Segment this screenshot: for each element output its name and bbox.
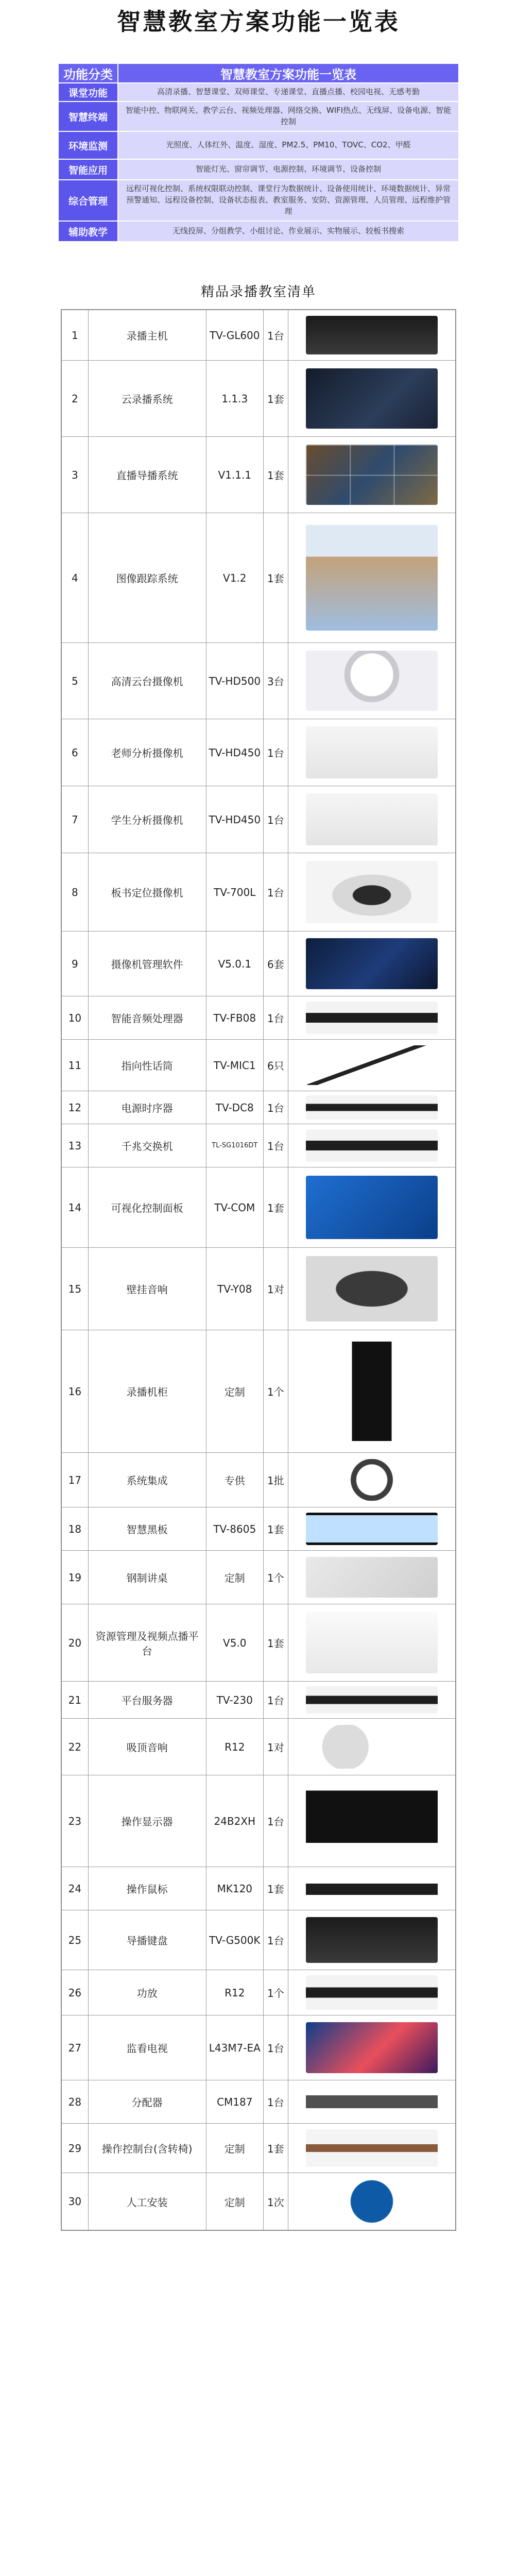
- equipment-image-cell: [288, 1167, 455, 1247]
- equipment-model: V5.0.1: [206, 931, 264, 996]
- equipment-row: [62, 2124, 455, 2173]
- equipment-row: [62, 1507, 455, 1551]
- row-number: 15: [62, 1248, 89, 1330]
- equipment-quantity: 1套: [264, 2124, 288, 2173]
- equipment-model: 专供: [206, 1453, 264, 1507]
- equipment-row: [62, 1124, 455, 1167]
- resource-platform-image: [306, 1612, 438, 1673]
- header-category: 功能分类: [58, 63, 118, 83]
- box-camera-image: [306, 726, 438, 779]
- equipment-model: 定制: [206, 2124, 264, 2173]
- equipment-model: 定制: [206, 1551, 264, 1604]
- gigabit-switch-image: [306, 1129, 438, 1162]
- header-description: 智慧教室方案功能一览表: [118, 63, 459, 83]
- equipment-model: MK120: [206, 1867, 264, 1910]
- keyboard-mouse-image: [306, 1872, 438, 1905]
- equipment-model: TV-8605: [206, 1507, 264, 1550]
- equipment-image-cell: [288, 1910, 455, 1970]
- equipment-quantity: 1台: [264, 1910, 288, 1970]
- row-number: 13: [62, 1124, 89, 1167]
- equipment-model: 24B2XH: [206, 1775, 264, 1867]
- equipment-name: 智慧黑板: [89, 1507, 206, 1550]
- function-table-section: [58, 63, 459, 242]
- equipment-quantity: 1台: [264, 2015, 288, 2080]
- equipment-model: TV-Y08: [206, 1248, 264, 1330]
- equipment-model: 1.1.3: [206, 361, 264, 436]
- equipment-quantity: 1套: [264, 1604, 288, 1681]
- row-number: 26: [62, 1970, 89, 2015]
- function-category: 综合管理: [58, 180, 118, 221]
- equipment-quantity: 1个: [264, 1970, 288, 2015]
- equipment-name: 操作显示器: [89, 1775, 206, 1867]
- equipment-quantity: 1次: [264, 2173, 288, 2230]
- audio-processor-image: [306, 1002, 438, 1034]
- equipment-model: R12: [206, 1970, 264, 2015]
- function-row: [58, 159, 459, 180]
- function-table-header: [58, 63, 459, 83]
- console-desk-image: [306, 2129, 438, 2167]
- equipment-name: 高清云台摄像机: [89, 643, 206, 719]
- function-category: 环境监测: [58, 131, 118, 159]
- row-number: 18: [62, 1507, 89, 1550]
- equipment-image-cell: [288, 1682, 455, 1718]
- camera-management-software-image: [306, 938, 438, 989]
- equipment-name: 钢制讲桌: [89, 1551, 206, 1604]
- equipment-image-cell: [288, 1453, 455, 1507]
- function-row: [58, 101, 459, 131]
- equipment-quantity: 1套: [264, 1167, 288, 1247]
- equipment-quantity: 1台: [264, 786, 288, 853]
- row-number: 16: [62, 1330, 89, 1452]
- recording-host-image: [306, 316, 438, 354]
- function-description: 智能灯光、窗帘调节、电源控制、环境调节、设备控制: [118, 159, 459, 180]
- equipment-name: 直播导播系统: [89, 437, 206, 513]
- equipment-quantity: 1台: [264, 719, 288, 786]
- equipment-image-cell: [288, 361, 455, 436]
- page-title: 智慧教室方案功能一览表: [117, 8, 400, 36]
- function-table: [58, 63, 459, 242]
- function-description: 光照度、人体红外、温度、湿度、PM2.5、PM10、TOVC、CO2、甲醛: [118, 131, 459, 159]
- equipment-row: [62, 1551, 455, 1604]
- equipment-image-cell: [288, 1507, 455, 1550]
- equipment-quantity: 6只: [264, 1040, 288, 1091]
- equipment-name: 功放: [89, 1970, 206, 2015]
- equipment-row: [62, 2015, 455, 2080]
- live-directing-software-image: [306, 445, 438, 505]
- splitter-image: [306, 2086, 438, 2118]
- smart-blackboard-image: [306, 1513, 438, 1545]
- installation-drawing-image: [306, 2179, 438, 2224]
- equipment-quantity: 6套: [264, 931, 288, 996]
- row-number: 28: [62, 2080, 89, 2123]
- equipment-image-cell: [288, 853, 455, 931]
- equipment-image-cell: [288, 1248, 455, 1330]
- equipment-name: 电源时序器: [89, 1091, 206, 1124]
- equipment-model: TV-HD450: [206, 719, 264, 786]
- equipment-name: 壁挂音响: [89, 1248, 206, 1330]
- function-row: [58, 83, 459, 101]
- power-sequencer-image: [306, 1095, 438, 1119]
- equipment-name: 指向性话筒: [89, 1040, 206, 1091]
- row-number: 19: [62, 1551, 89, 1604]
- equipment-name: 监看电视: [89, 2015, 206, 2080]
- equipment-name: 导播键盘: [89, 1910, 206, 1970]
- function-description: 智能中控、物联网关、教学云台、视频处理器、网络交换、WIFI热点、无线屏、设备电源、智能控制: [118, 101, 459, 131]
- equipment-image-cell: [288, 786, 455, 853]
- equipment-list-title: 精品录播教室清单: [200, 284, 316, 300]
- wall-speaker-image: [306, 1256, 438, 1321]
- equipment-name: 板书定位摄像机: [89, 853, 206, 931]
- equipment-image-cell: [288, 2173, 455, 2230]
- equipment-quantity: 1个: [264, 1330, 288, 1452]
- row-number: 7: [62, 786, 89, 853]
- equipment-model: TV-HD500: [206, 643, 264, 719]
- function-category: 课堂功能: [58, 83, 118, 101]
- equipment-image-cell: [288, 719, 455, 786]
- equipment-image-cell: [288, 1040, 455, 1091]
- function-row: [58, 221, 459, 242]
- equipment-model: TV-HD450: [206, 786, 264, 853]
- row-number: 9: [62, 931, 89, 996]
- equipment-model: TV-GL600: [206, 310, 264, 360]
- equipment-row: [62, 1330, 455, 1453]
- image-tracking-diagram-image: [306, 525, 438, 630]
- equipment-image-cell: [288, 1330, 455, 1452]
- equipment-name: 人工安装: [89, 2173, 206, 2230]
- equipment-quantity: 3台: [264, 643, 288, 719]
- equipment-quantity: 1个: [264, 1551, 288, 1604]
- equipment-name: 分配器: [89, 2080, 206, 2123]
- equipment-quantity: 1台: [264, 853, 288, 931]
- equipment-model: TL-SG1016DT: [206, 1124, 264, 1167]
- equipment-row: [62, 1167, 455, 1248]
- equipment-image-cell: [288, 2080, 455, 2123]
- row-number: 22: [62, 1719, 89, 1775]
- equipment-model: R12: [206, 1719, 264, 1775]
- equipment-model: TV-G500K: [206, 1910, 264, 1970]
- box-camera-image: [306, 793, 438, 846]
- equipment-image-cell: [288, 513, 455, 642]
- equipment-quantity: 1套: [264, 437, 288, 513]
- row-number: 10: [62, 996, 89, 1039]
- equipment-row: [62, 1040, 455, 1091]
- row-number: 3: [62, 437, 89, 513]
- equipment-model: L43M7-EA: [206, 2015, 264, 2080]
- row-number: 29: [62, 2124, 89, 2173]
- equipment-quantity: 1台: [264, 2080, 288, 2123]
- equipment-row: [62, 1970, 455, 2015]
- row-number: 21: [62, 1682, 89, 1718]
- directing-keyboard-image: [306, 1917, 438, 1963]
- equipment-quantity: 1台: [264, 1124, 288, 1167]
- equipment-name: 资源管理及视频点播平台: [89, 1604, 206, 1681]
- equipment-model: TV-FB08: [206, 996, 264, 1039]
- steel-lectern-image: [306, 1557, 438, 1598]
- function-category: 智慧终端: [58, 101, 118, 131]
- row-number: 12: [62, 1091, 89, 1124]
- equipment-row: [62, 996, 455, 1040]
- equipment-row: [62, 437, 455, 513]
- function-row: [58, 131, 459, 159]
- equipment-table: [61, 309, 456, 2231]
- function-description: 远程可视化控制、系统权限联动控制、课堂行为数据统计、设备使用统计、环境数据统计、异常预警通知、远程设备控制、设备状态报表、教室服务、安防、资源管理、人员管理、远程维护管理: [118, 180, 459, 221]
- equipment-image-cell: [288, 643, 455, 719]
- equipment-image-cell: [288, 1604, 455, 1681]
- equipment-quantity: 1台: [264, 310, 288, 360]
- row-number: 4: [62, 513, 89, 642]
- row-number: 1: [62, 310, 89, 360]
- cable-image: [306, 1459, 438, 1501]
- row-number: 8: [62, 853, 89, 931]
- equipment-model: V1.2: [206, 513, 264, 642]
- equipment-quantity: 1套: [264, 1867, 288, 1910]
- function-category: 辅助教学: [58, 221, 118, 242]
- row-number: 17: [62, 1453, 89, 1507]
- equipment-name: 平台服务器: [89, 1682, 206, 1718]
- ceiling-speaker-image: [306, 1725, 438, 1769]
- monitoring-tv-image: [306, 2022, 438, 2073]
- equipment-quantity: 1台: [264, 1682, 288, 1718]
- ptz-camera-image: [306, 651, 438, 711]
- equipment-row: [62, 1248, 455, 1330]
- equipment-name: 千兆交换机: [89, 1124, 206, 1167]
- equipment-image-cell: [288, 996, 455, 1039]
- equipment-name: 可视化控制面板: [89, 1167, 206, 1247]
- function-description: 高清录播、智慧课堂、双师课堂、专递课堂、直播点播、校园电视、无感考勤: [118, 83, 459, 101]
- row-number: 27: [62, 2015, 89, 2080]
- directional-microphone-image: [306, 1045, 438, 1084]
- equipment-name: 老师分析摄像机: [89, 719, 206, 786]
- row-number: 30: [62, 2173, 89, 2230]
- equipment-image-cell: [288, 931, 455, 996]
- row-number: 2: [62, 361, 89, 436]
- equipment-image-cell: [288, 1551, 455, 1604]
- equipment-row: [62, 931, 455, 996]
- equipment-row: [62, 643, 455, 719]
- monitor-image: [306, 1785, 438, 1858]
- equipment-name: 智能音频处理器: [89, 996, 206, 1039]
- equipment-image-cell: [288, 1719, 455, 1775]
- equipment-row: [62, 1910, 455, 1970]
- equipment-name: 系统集成: [89, 1453, 206, 1507]
- function-category: 智能应用: [58, 159, 118, 180]
- equipment-row: [62, 1719, 455, 1775]
- equipment-row: [62, 1453, 455, 1507]
- equipment-row: [62, 1775, 455, 1867]
- equipment-row: [62, 2080, 455, 2124]
- equipment-row: [62, 853, 455, 931]
- equipment-row: [62, 786, 455, 853]
- equipment-quantity: 1套: [264, 361, 288, 436]
- equipment-name: 操作鼠标: [89, 1867, 206, 1910]
- row-number: 24: [62, 1867, 89, 1910]
- row-number: 11: [62, 1040, 89, 1091]
- equipment-quantity: 1对: [264, 1248, 288, 1330]
- equipment-image-cell: [288, 2124, 455, 2173]
- equipment-model: V1.1.1: [206, 437, 264, 513]
- equipment-model: TV-COM: [206, 1167, 264, 1247]
- equipment-model: TV-DC8: [206, 1091, 264, 1124]
- equipment-model: 定制: [206, 2173, 264, 2230]
- equipment-model: V5.0: [206, 1604, 264, 1681]
- equipment-image-cell: [288, 1970, 455, 2015]
- cloud-recording-software-image: [306, 368, 438, 429]
- row-number: 14: [62, 1167, 89, 1247]
- equipment-model: TV-230: [206, 1682, 264, 1718]
- equipment-quantity: 1批: [264, 1453, 288, 1507]
- equipment-cabinet-image: [306, 1342, 438, 1440]
- equipment-name: 图像跟踪系统: [89, 513, 206, 642]
- equipment-row: [62, 719, 455, 786]
- equipment-quantity: 1台: [264, 996, 288, 1039]
- equipment-name: 学生分析摄像机: [89, 786, 206, 853]
- row-number: 25: [62, 1910, 89, 1970]
- row-number: 23: [62, 1775, 89, 1867]
- equipment-name: 录播机柜: [89, 1330, 206, 1452]
- equipment-row: [62, 2173, 455, 2230]
- equipment-image-cell: [288, 1867, 455, 1910]
- equipment-model: CM187: [206, 2080, 264, 2123]
- equipment-image-cell: [288, 437, 455, 513]
- equipment-name: 摄像机管理软件: [89, 931, 206, 996]
- equipment-quantity: 1套: [264, 1507, 288, 1550]
- row-number: 5: [62, 643, 89, 719]
- equipment-model: 定制: [206, 1330, 264, 1452]
- function-row: [58, 180, 459, 221]
- equipment-row: [62, 1867, 455, 1910]
- equipment-image-cell: [288, 1091, 455, 1124]
- equipment-row: [62, 1682, 455, 1719]
- equipment-name: 录播主机: [89, 310, 206, 360]
- equipment-quantity: 1台: [264, 1775, 288, 1867]
- equipment-name: 吸顶音响: [89, 1719, 206, 1775]
- equipment-image-cell: [288, 1124, 455, 1167]
- platform-server-image: [306, 1686, 438, 1714]
- row-number: 6: [62, 719, 89, 786]
- equipment-quantity: 1台: [264, 1091, 288, 1124]
- equipment-quantity: 1对: [264, 1719, 288, 1775]
- equipment-model: TV-700L: [206, 853, 264, 931]
- equipment-model: TV-MIC1: [206, 1040, 264, 1091]
- equipment-row: [62, 1091, 455, 1124]
- equipment-row: [62, 513, 455, 643]
- equipment-image-cell: [288, 2015, 455, 2080]
- equipment-name: 云录播系统: [89, 361, 206, 436]
- equipment-name: 操作控制台(含转椅): [89, 2124, 206, 2173]
- equipment-image-cell: [288, 310, 455, 360]
- dome-camera-image: [306, 861, 438, 923]
- function-description: 无线投屏、分组教学、小组讨论、作业展示、实物展示、较板书搜索: [118, 221, 459, 242]
- equipment-image-cell: [288, 1775, 455, 1867]
- equipment-row: [62, 1604, 455, 1682]
- equipment-row: [62, 310, 455, 361]
- control-panel-image: [306, 1176, 438, 1239]
- amplifier-image: [306, 1975, 438, 2009]
- equipment-row: [62, 361, 455, 437]
- row-number: 20: [62, 1604, 89, 1681]
- equipment-quantity: 1套: [264, 513, 288, 642]
